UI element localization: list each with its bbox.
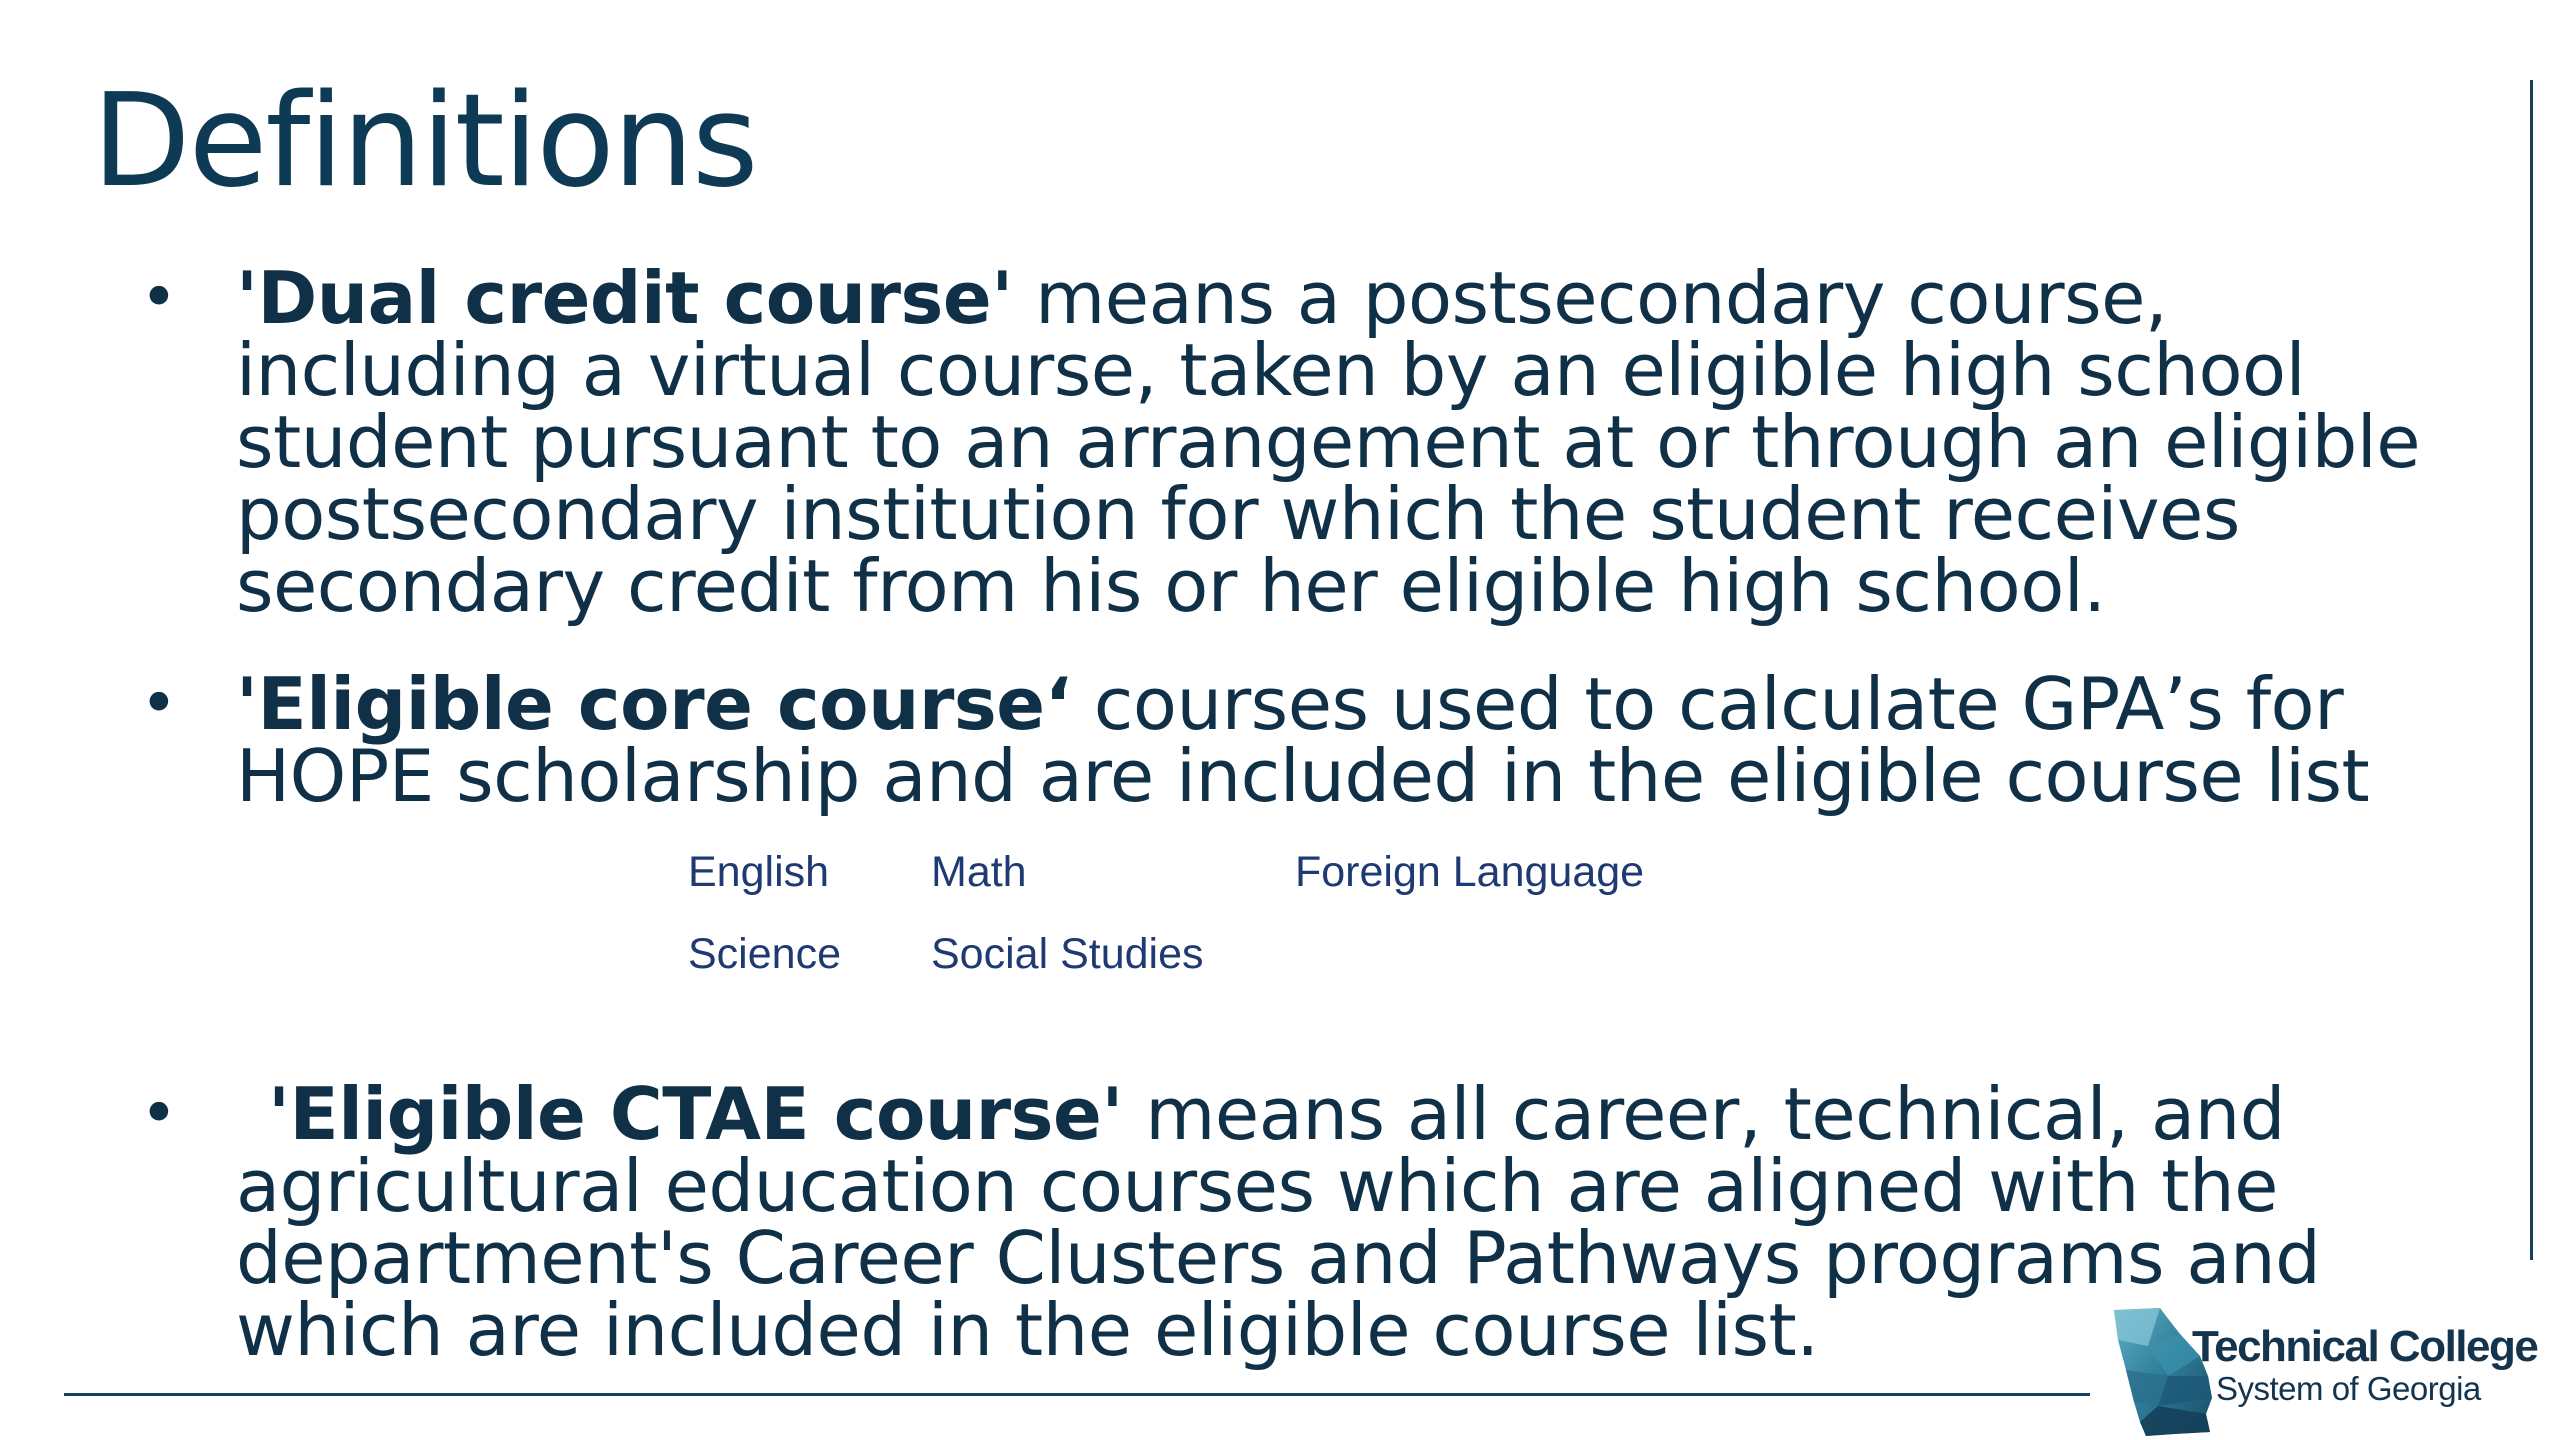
definition-eligible-ctae-course: means all career, technical, and agricultural education courses which are aligned with the department's Career Clusters and Pathways programs and which are included in the eligible course list. [236, 1072, 2321, 1372]
logo-text-system-of-georgia: System of Georgia [2216, 1370, 2481, 1407]
bullet-icon: • [140, 667, 178, 741]
bullet-icon: • [140, 261, 178, 335]
subject-math: Math [931, 848, 1027, 896]
bullet-dual-credit-course [140, 256, 2476, 628]
subject-science: Science [688, 930, 841, 978]
subject-english: English [688, 848, 830, 896]
term-eligible-ctae-course: 'Eligible CTAE course' [268, 1072, 1123, 1156]
bottom-divider-line [64, 1393, 2090, 1396]
right-divider-line [2530, 80, 2533, 1260]
term-dual-credit-course: 'Dual credit course' [236, 256, 1013, 340]
definition-dual-credit-course: means a postsecondary course, including a virtual course, taken by an eligible high school student pursuant to an arrangement at or through an eligible postsecondary institution for which the student receives secondary credit from his or her eligible high school. [236, 256, 2421, 628]
subject-foreign-language: Foreign Language [1295, 848, 1645, 896]
tcsg-logo [2108, 1306, 2558, 1440]
term-eligible-core-course: 'Eligible core course‘ [236, 662, 1072, 746]
bullet-icon: • [140, 1077, 178, 1151]
subject-social-studies: Social Studies [931, 930, 1204, 978]
core-subjects-list [688, 848, 1688, 998]
bullet-eligible-core-course [140, 662, 2476, 818]
slide-title: Definitions [92, 67, 757, 216]
definition-eligible-core-course: courses used to calculate GPA’s for HOPE scholarship and are included in the eligible course list [236, 662, 2370, 818]
logo-text-technical-college: Technical College [2192, 1322, 2538, 1371]
